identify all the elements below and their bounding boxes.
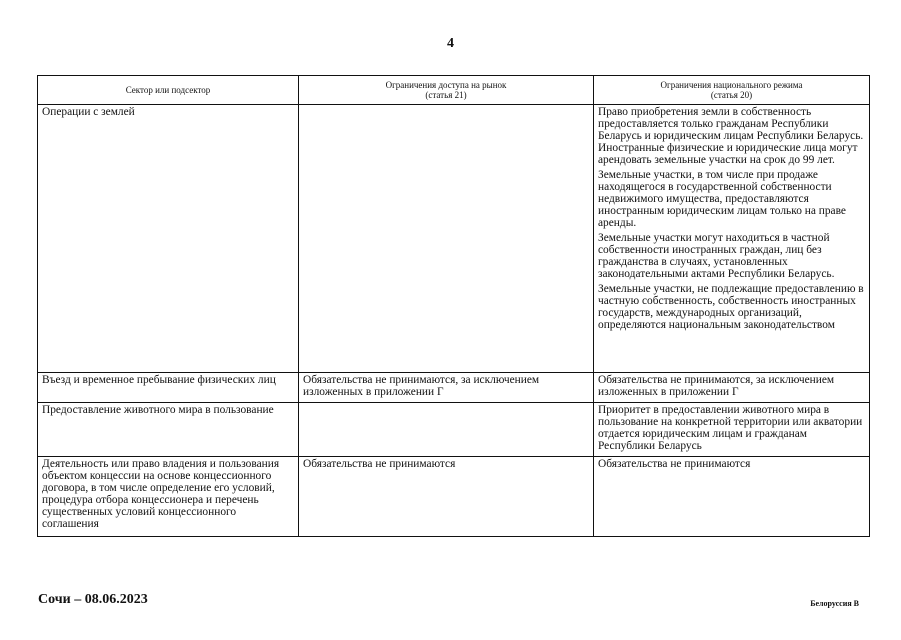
table-row [38,457,870,537]
cell-sector: Деятельность или право владения и пользования объектом концессии на основе концессионного договора, в том числе определение его условий, процедура отбора концессионера и перечень существенных условий концессионного соглашения [38,457,299,537]
cell-national-treatment: Приоритет в предоставлении животного мира в пользование на конкретной территории или акватории отдается юридическим лицам и гражданам Республики Беларусь [594,403,870,457]
header-national-treatment-article: (статья 20) [710,90,753,100]
paragraph: Земельные участки, в том числе при продаже находящегося в государственной собственности недвижимого имущества, предоставляются иностранным юридическим лицам только на праве аренды. [598,169,846,229]
paragraph: Земельные участки, не подлежащие предоставлению в частную собственность, собственность иностранных государств, международных организаций, определяются национальным законодательством [598,283,864,331]
cell-sector: Операции с землей [38,105,299,373]
header-market-access-article: (статья 21) [425,90,467,100]
cell-market-access: Обязательства не принимаются [299,457,594,537]
header-market-access-title: Ограничения доступа на рынок [385,80,507,90]
cell-market-access [299,403,594,457]
commitments-table [37,75,870,537]
paragraph: Право приобретения земли в собственность предоставляется только гражданам Республики Беларусь и юридическим лицам Республики Беларусь. Иностранные физические и юридические лица могут арендовать земельные участки на срок до 99 лет. [598,106,864,166]
cell-national-treatment: Обязательства не принимаются [594,457,870,537]
header-market-access [299,76,594,105]
table-header-row [38,76,870,105]
cell-market-access [299,105,594,373]
footer-place-date: Сочи – 08.06.2023 [38,592,148,607]
table-row [38,403,870,457]
cell-sector: Въезд и временное пребывание физических лиц [38,373,299,403]
header-sector [38,76,299,105]
footer-annex-label: Белоруссия В [810,599,859,608]
table-row [38,373,870,403]
cell-sector: Предоставление животного мира в пользование [38,403,299,457]
cell-market-access: Обязательства не принимаются, за исключением изложенных в приложении Г [299,373,594,403]
header-national-treatment [594,76,870,105]
cell-national-treatment [594,105,870,373]
cell-national-treatment: Обязательства не принимаются, за исключением изложенных в приложении Г [594,373,870,403]
page-number: 4 [447,36,454,51]
header-national-treatment-title: Ограничения национального режима [660,80,803,90]
header-sector-label: Сектор или подсектор [125,85,211,95]
table-row [38,105,870,373]
paragraph: Земельные участки могут находиться в частной собственности иностранных граждан, лиц без гражданства в случаях, установленных законодательными актами Республики Беларусь. [598,232,835,280]
